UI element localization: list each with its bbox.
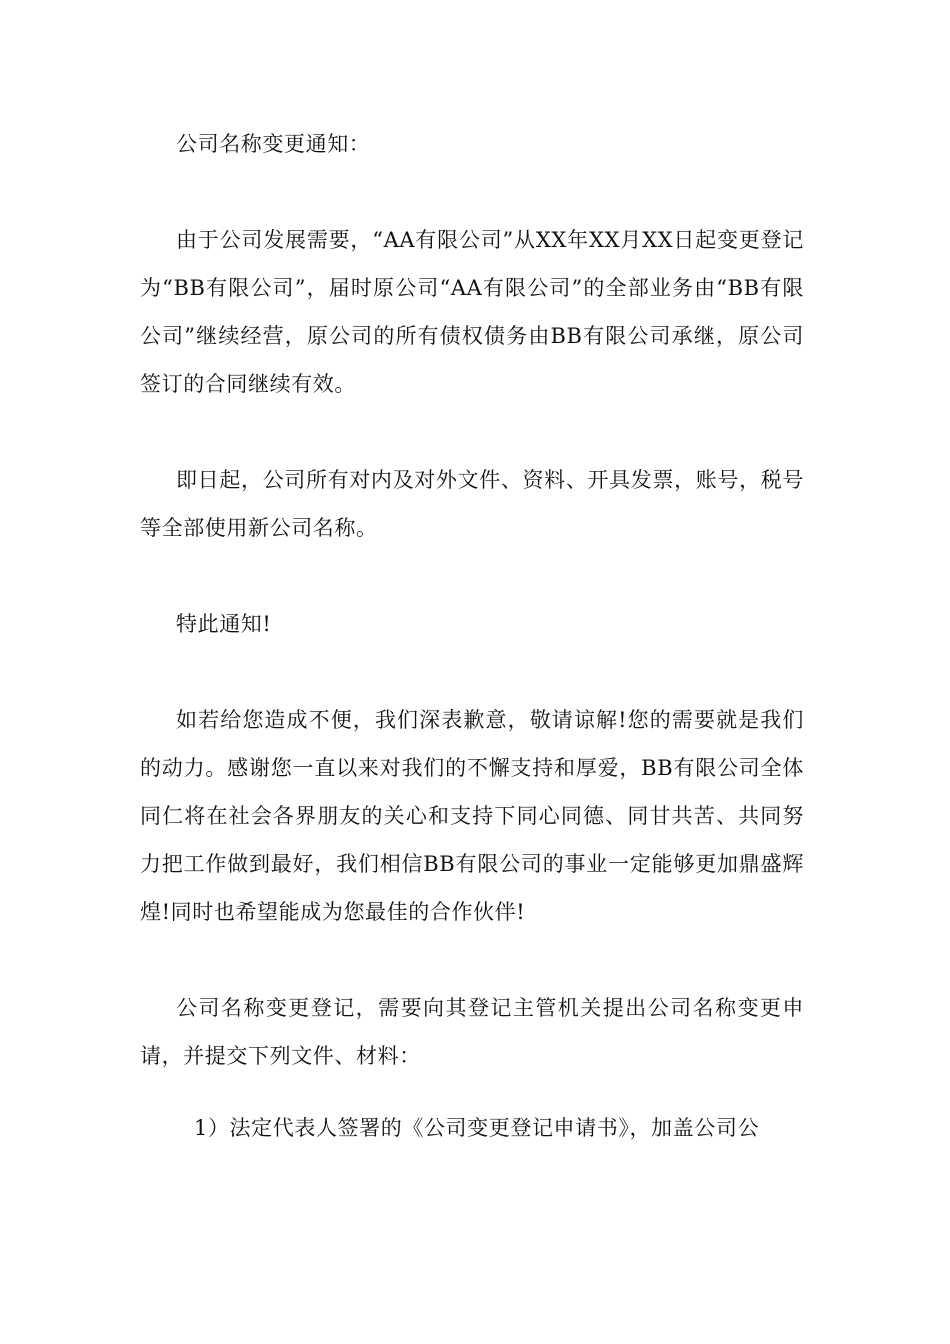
paragraph-registration-requirements: 公司名称变更登记，需要向其登记主管机关提出公司名称变更申请，并提交下列文件、材料： (140, 996, 804, 1068)
document-body (140, 120, 804, 1152)
paragraph-name-change: 由于公司发展需要，“AA有限公司”从XX年XX月XX日起变更登记为“BB有限公司”，届时原公司“AA有限公司”的全部业务由“BB有限公司”继续经营，原公司的所有债权债务由BB有限公司承继，原公司签订的合同继续有效。 (140, 228, 804, 396)
notice-heading: 公司名称变更通知： (176, 132, 371, 156)
list-item-application-form: 1）法定代表人签署的《公司变更登记申请书》，加盖公司公 (194, 1116, 760, 1140)
paragraph-hereby-notice: 特此通知! (176, 612, 272, 636)
paragraph-apology-thanks: 如若给您造成不便，我们深表歉意，敬请谅解!您的需要就是我们的动力。感谢您一直以来对我们的不懈支持和厚爱，BB有限公司全体同仁将在社会各界朋友的关心和支持下同心同德、同甘共苦、共同努力把工作做到最好，我们相信BB有限公司的事业一定能够更加鼎盛辉煌!同时也希望能成为您最佳的合作伙伴! (140, 708, 804, 924)
paragraph-use-new-name: 即日起，公司所有对内及对外文件、资料、开具发票，账号，税号等全部使用新公司名称。 (140, 468, 804, 540)
